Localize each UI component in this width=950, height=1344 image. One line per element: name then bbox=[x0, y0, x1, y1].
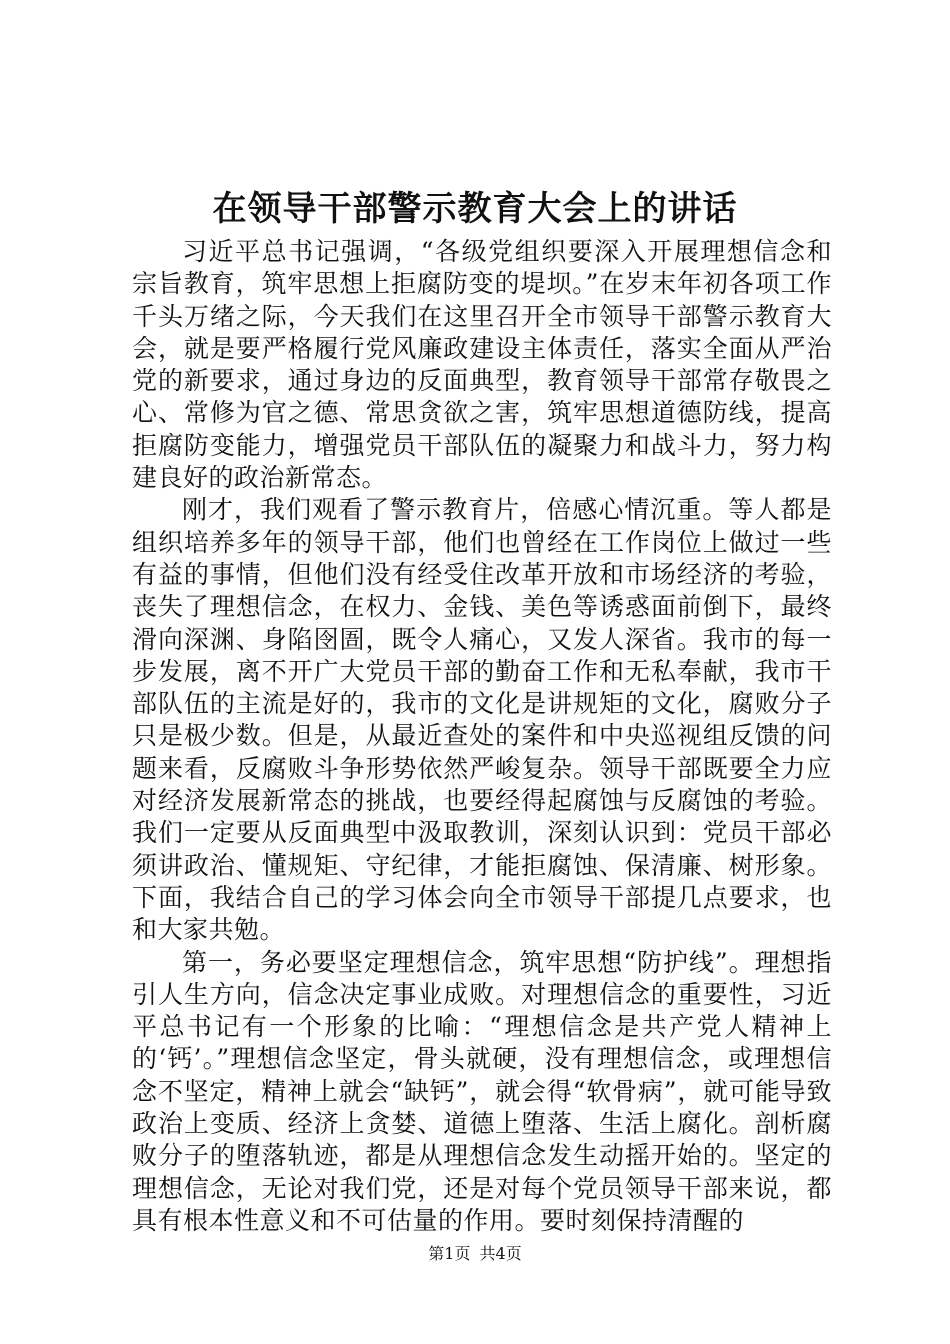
paragraph-2: 刚才，我们观看了警示教育片，倍感心情沉重。等人都是组织培养多年的领导干部，他们也曾经在工作岗位上做过一些有益的事情，但他们没有经受住改革开放和市场经济的考验，丧失了理想信念，在权力、金钱、美色等诱惑面前倒下，最终滑向深渊、身陷囹圄，既令人痛心，又发人深省。我市的每一步发展，离不开广大党员干部的勤奋工作和无私奉献，我市干部队伍的主流是好的，我市的文化是讲规矩的文化，腐败分子只是极少数。但是，从最近查处的案件和中央巡视组反馈的问题来看，反腐败斗争形势依然严峻复杂。领导干部既要全力应对经济发展新常态的挑战，也要经得起腐蚀与反腐蚀的考验。我们一定要从反面典型中汲取教训，深刻认识到：党员干部必须讲政治、懂规矩、守纪律，才能拒腐蚀、保清廉、树形象。下面，我结合自己的学习体会向全市领导干部提几点要求，也和大家共勉。 bbox=[132, 495, 832, 945]
page-number: 第1页 bbox=[428, 1244, 471, 1263]
page-total: 共4页 bbox=[479, 1244, 522, 1263]
document-body bbox=[132, 236, 832, 1237]
paragraph-1: 习近平总书记强调，“各级党组织要深入开展理想信念和宗旨教育，筑牢思想上拒腐防变的堤坝。”在岁末年初各项工作千头万绪之际，今天我们在这里召开全市领导干部警示教育大会，就是要严格履行党风廉政建设主体责任，落实全面从严治党的新要求，通过身边的反面典型，教育领导干部常存敬畏之心、常修为官之德、常思贪欲之害，筑牢思想道德防线，提高拒腐防变能力，增强党员干部队伍的凝聚力和战斗力，努力构建良好的政治新常态。 bbox=[132, 237, 832, 493]
page-footer bbox=[0, 1243, 950, 1265]
paragraph-3: 第一，务必要坚定理想信念，筑牢思想“防护线”。理想指引人生方向，信念决定事业成败。对理想信念的重要性，习近平总书记有一个形象的比喻：“理想信念是共产党人精神上的‘钙’。”理想信念坚定，骨头就硬，没有理想信念，或理想信念不坚定，精神上就会“缺钙”，就会得“软骨病”，就可能导致政治上变质、经济上贪婪、道德上堕落、生活上腐化。剖析腐败分子的堕落轨迹，都是从理想信念发生动摇开始的。坚定的理想信念，无论对我们党，还是对每个党员领导干部来说，都具有根本性意义和不可估量的作用。要时刻保持清醒的 bbox=[132, 947, 832, 1235]
document-title: 在领导干部警示教育大会上的讲话 bbox=[212, 189, 738, 229]
